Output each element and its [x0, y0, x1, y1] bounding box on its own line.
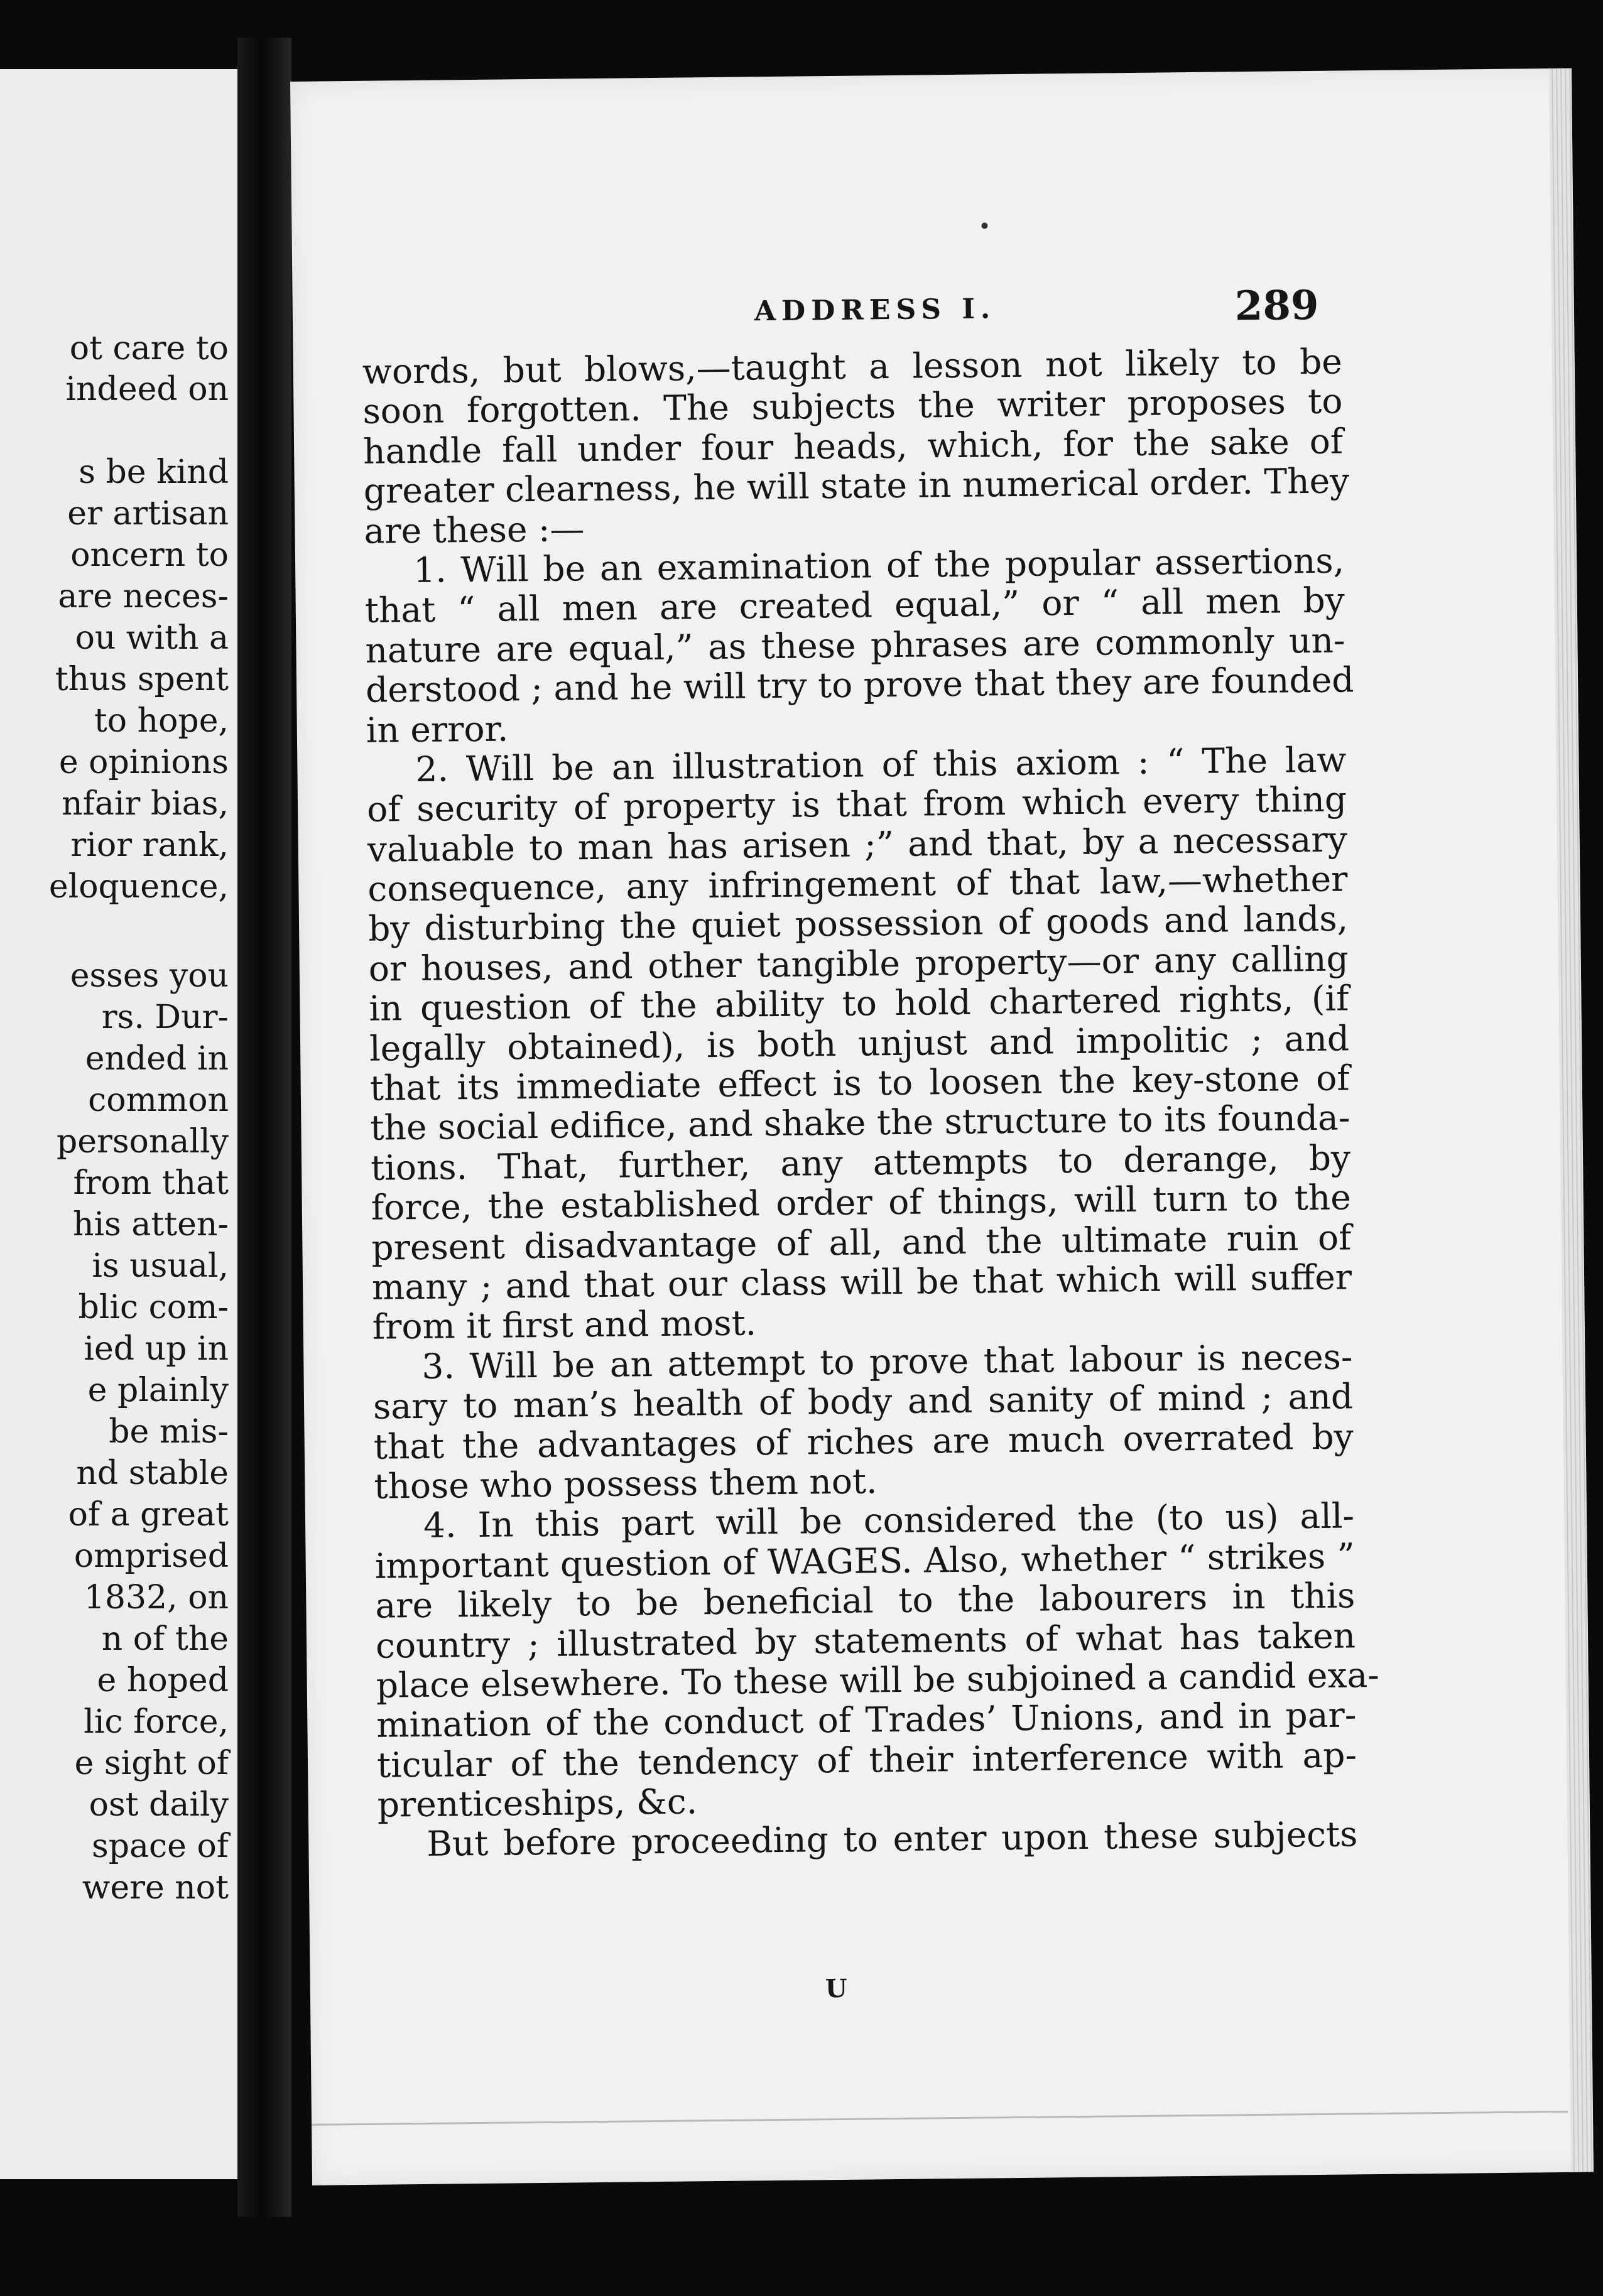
previous-page-line: blic com- [78, 1289, 229, 1326]
text-line: force, the established order of things, will turn to the [371, 1177, 1352, 1228]
text-line: from it first and most. [372, 1302, 757, 1348]
previous-page-line: indeed on [65, 371, 229, 408]
previous-page-line: ied up in [84, 1330, 229, 1368]
previous-page-line: nd stable [76, 1454, 229, 1492]
previous-page-line: 1832, on [84, 1579, 229, 1616]
text-line: place elsewhere. To these will be subjoined a candid exa- [376, 1654, 1380, 1706]
text-line: those who possess them not. [374, 1461, 878, 1507]
text-line: by disturbing the quiet possession of goods and lands, [367, 898, 1349, 950]
text-line: nature are equal,” as these phrases are commonly un- [365, 620, 1345, 671]
running-head: ADDRESS I. [754, 293, 996, 328]
previous-page-line: e plainly [87, 1372, 229, 1409]
previous-page-line: esses you [70, 957, 229, 995]
text-line: in error. [366, 708, 509, 750]
previous-page-line: is usual, [92, 1247, 229, 1285]
page-number: 289 [1234, 281, 1319, 330]
previous-page-line: were not [82, 1869, 229, 1907]
text-line: are these :— [364, 508, 585, 551]
previous-page-line: from that [73, 1164, 229, 1202]
text-line: mination of the conduct of Trades’ Unions, and in par- [376, 1694, 1357, 1745]
previous-page-line: nfair bias, [62, 785, 229, 823]
text-line: greater clearness, he will state in numerical order. They [363, 460, 1350, 511]
ink-speck [981, 222, 987, 229]
previous-page-line: n of the [101, 1620, 229, 1658]
previous-page-line: personally [56, 1123, 229, 1161]
text-line: ticular of the tendency of their interference with ap- [376, 1735, 1357, 1785]
previous-page-line: s be kind [79, 453, 229, 491]
text-line: important question of WAGES. Also, whether “ strikes ” [374, 1535, 1356, 1586]
text-line: sary to man’s health of body and sanity of mind ; and [372, 1376, 1354, 1427]
text-line: tions. That, further, any attempts to derange, by [370, 1137, 1351, 1188]
page-bottom-rule [312, 2111, 1568, 2126]
previous-page-line: ot care to [69, 330, 229, 367]
text-line: are likely to be beneficial to the labourers in this [375, 1575, 1356, 1626]
previous-page-line: be mis- [109, 1413, 229, 1451]
text-line: But before proceeding to enter upon these subjects [427, 1814, 1358, 1865]
previous-page-line: space of [92, 1828, 229, 1865]
previous-page-line: rs. Dur- [101, 999, 229, 1036]
previous-page-line: ost daily [89, 1786, 229, 1824]
text-line: in question of the ability to hold chartered rights, (if [369, 978, 1349, 1029]
page-edge [1549, 68, 1594, 2172]
text-line: that “ all men are created equal,” or “ all men by [364, 580, 1345, 631]
previous-page-line: are neces- [58, 578, 229, 615]
previous-page-line: thus spent [55, 661, 229, 698]
previous-page-line: common [88, 1081, 229, 1119]
previous-page-line: ou with a [75, 619, 229, 657]
text-line: 4. In this part will be considered the (to us) all- [423, 1495, 1355, 1546]
previous-page-line: er artisan [67, 495, 229, 533]
previous-page-line: e sight of [74, 1745, 229, 1782]
text-line: many ; and that our class will be that which will suffer [371, 1257, 1352, 1308]
text-line: consequence, any infringement of that law,—whether [367, 858, 1348, 909]
text-line: present disadvantage of all, and the ultimate ruin of [371, 1217, 1352, 1268]
text-line: prenticeships, &c. [377, 1781, 698, 1825]
signature-mark: U [825, 1973, 847, 2004]
text-line: 3. Will be an attempt to prove that labour is neces- [421, 1336, 1353, 1387]
text-line: handle fall under four heads, which, for the sake of [362, 421, 1344, 472]
previous-page-line: his atten- [73, 1206, 229, 1243]
text-line: 1. Will be an examination of the popular assertions, [413, 540, 1345, 590]
page-body-text [362, 341, 1380, 1865]
previous-page-line: omprised [73, 1537, 229, 1575]
previous-page-line: e opinions [58, 744, 229, 781]
book-gutter [237, 38, 291, 2217]
previous-page-line: of a great [68, 1496, 229, 1534]
text-line: words, but blows,—taught a lesson not likely to be [362, 341, 1343, 392]
previous-page [0, 69, 239, 2179]
text-line: country ; illustrated by statements of what has taken [375, 1615, 1356, 1666]
previous-page-line: oncern to [70, 536, 229, 574]
text-line: derstood ; and he will try to prove that they are founded [365, 659, 1354, 710]
text-line: of security of property is that from which every thing [366, 779, 1347, 830]
previous-page-line: to hope, [94, 702, 229, 740]
text-line: or houses, and other tangible property—or any calling [368, 938, 1349, 989]
previous-page-line: ended in [85, 1040, 229, 1078]
previous-page-line: lic force, [84, 1703, 229, 1741]
text-line: valuable to man has arisen ;” and that, by a necessary [367, 819, 1348, 870]
text-line: that the advantages of riches are much overrated by [373, 1416, 1354, 1467]
page-header [293, 281, 1575, 350]
previous-page-line: e hoped [97, 1662, 229, 1699]
text-line: 2. Will be an illustration of this axiom : “ The law [415, 739, 1347, 789]
text-line: soon forgotten. The subjects the writer proposes to [362, 381, 1343, 432]
text-line: the social edifice, and shake the structure to its founda- [370, 1097, 1350, 1149]
previous-page-line: eloquence, [48, 868, 229, 906]
current-page [290, 68, 1594, 2185]
text-line: legally obtained), is both unjust and impolitic ; and [369, 1018, 1350, 1069]
previous-page-line: rior rank, [70, 826, 229, 864]
text-line: that its immediate effect is to loosen the key-stone of [369, 1058, 1350, 1108]
